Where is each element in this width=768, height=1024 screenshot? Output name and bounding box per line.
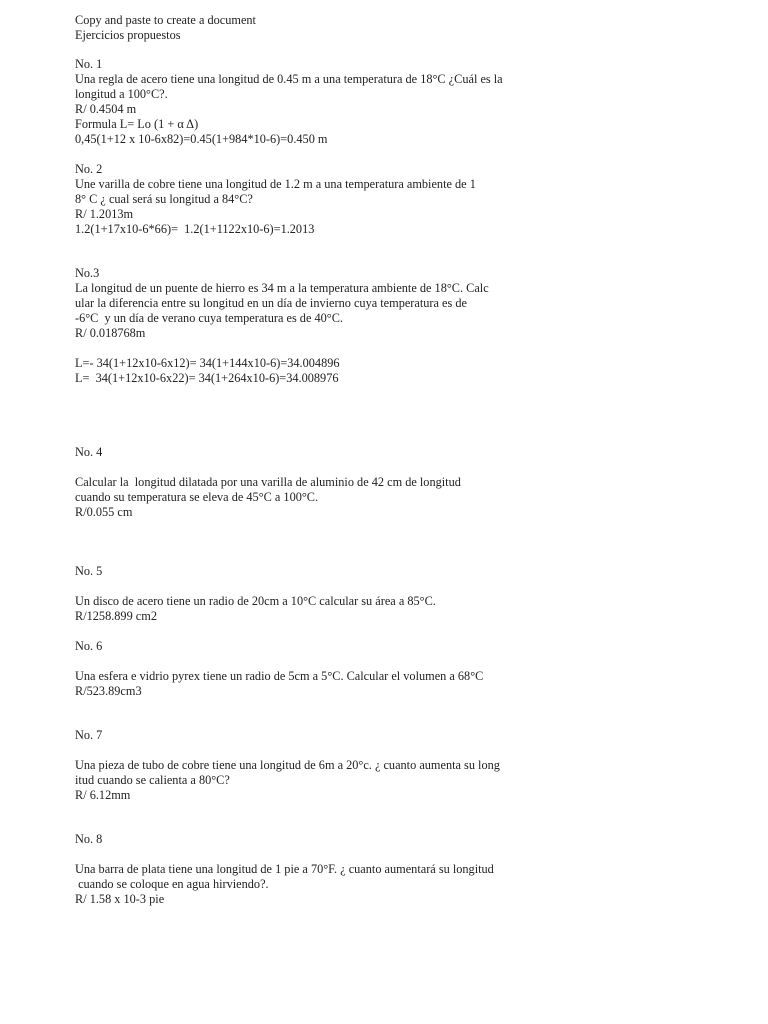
exercise-4-question-line-1: Calcular la longitud dilatada por una varilla de aluminio de 42 cm de longitud <box>75 475 461 489</box>
exercise-1-formula: Formula L= Lo (1 + α Δ) <box>75 117 199 131</box>
exercise-1-calculation: 0,45(1+12 x 10-6x82)=0.45(1+984*10-6)=0.450 m <box>75 132 328 146</box>
exercise-2-title: No. 2 <box>75 162 103 176</box>
exercise-8-title: No. 8 <box>75 832 103 846</box>
exercise-2-question-line-1: Une varilla de cobre tiene una longitud de 1.2 m a una temperatura ambiente de 1 <box>75 177 476 191</box>
exercise-8-answer: R/ 1.58 x 10-3 pie <box>75 892 165 906</box>
exercise-6-answer: R/523.89cm3 <box>75 684 142 698</box>
exercise-4-question-line-2: cuando su temperatura se eleva de 45°C a 100°C. <box>75 490 319 504</box>
exercise-7-title: No. 7 <box>75 728 103 742</box>
exercise-7-question-line-1: Una pieza de tubo de cobre tiene una longitud de 6m a 20°c. ¿ cuanto aumenta su long <box>75 758 500 772</box>
exercise-5-question: Un disco de acero tiene un radio de 20cm a 10°C calcular su área a 85°C. <box>75 594 436 608</box>
exercise-5-title: No. 5 <box>75 564 103 578</box>
exercise-5-answer: R/1258.899 cm2 <box>75 609 157 623</box>
exercise-6-title: No. 6 <box>75 639 103 653</box>
exercise-2-question-line-2: 8° C ¿ cual será su longitud a 84°C? <box>75 192 253 206</box>
exercise-1-answer: R/ 0.4504 m <box>75 102 137 116</box>
header-copy-paste: Copy and paste to create a document <box>75 13 256 27</box>
exercise-1-question-line-2: longitud a 100°C?. <box>75 87 168 101</box>
exercise-3-answer: R/ 0.018768m <box>75 326 146 340</box>
exercise-3-calculation-summer: L= 34(1+12x10-6x22)= 34(1+264x10-6)=34.008976 <box>75 371 339 385</box>
exercise-3-title: No.3 <box>75 266 100 280</box>
exercise-3-calculation-winter: L=- 34(1+12x10-6x12)= 34(1+144x10-6)=34.004896 <box>75 356 340 370</box>
exercise-3-question-line-3: -6°C y un día de verano cuya temperatura es de 40°C. <box>75 311 343 325</box>
exercise-3-question-line-2: ular la diferencia entre su longitud en un día de invierno cuya temperatura es de <box>75 296 467 310</box>
exercise-4-title: No. 4 <box>75 445 103 459</box>
exercise-4-answer: R/0.055 cm <box>75 505 133 519</box>
exercise-8-question-line-1: Una barra de plata tiene una longitud de 1 pie a 70°F. ¿ cuanto aumentará su longitud <box>75 862 494 876</box>
exercise-8-question-line-2: cuando se coloque en agua hirviendo?. <box>75 877 269 891</box>
exercise-3-question-line-1: La longitud de un puente de hierro es 34 m a la temperatura ambiente de 18°C. Calc <box>75 281 489 295</box>
exercise-6-question: Una esfera e vidrio pyrex tiene un radio de 5cm a 5°C. Calcular el volumen a 68°C <box>75 669 484 683</box>
exercise-2-calculation: 1.2(1+17x10-6*66)= 1.2(1+1122x10-6)=1.2013 <box>75 222 315 236</box>
exercise-1-question-line-1: Una regla de acero tiene una longitud de 0.45 m a una temperatura de 18°C ¿Cuál es la <box>75 72 503 86</box>
document-title: Ejercicios propuestos <box>75 28 181 42</box>
exercise-7-question-line-2: itud cuando se calienta a 80°C? <box>75 773 230 787</box>
exercise-2-answer: R/ 1.2013m <box>75 207 134 221</box>
exercise-1-title: No. 1 <box>75 57 103 71</box>
exercise-7-answer: R/ 6.12mm <box>75 788 131 802</box>
